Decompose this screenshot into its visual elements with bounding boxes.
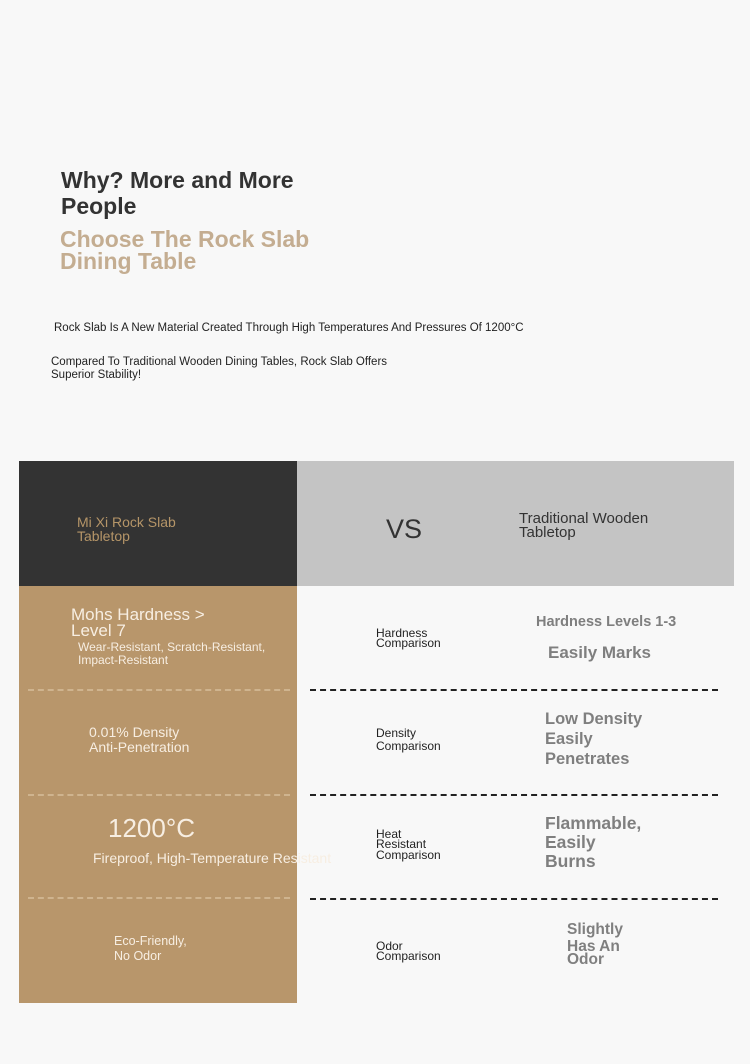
description-2-line-1: Compared To Traditional Wooden Dining Tables, Rock Slab Offers: [51, 356, 388, 368]
row-divider: [310, 794, 718, 796]
rock-density-line-2: Anti-Penetration: [89, 739, 190, 755]
rock-odor-line-2: No Odor: [114, 949, 162, 963]
rock-density-line-1: 0.01% Density: [89, 724, 180, 740]
wood-density-line-2: Easily: [545, 730, 593, 748]
rock-header-line-1: Mi Xi Rock Slab: [77, 514, 176, 530]
density-category-line-1: Density: [376, 726, 417, 740]
wood-heat-line-1: Flammable,: [545, 813, 642, 833]
wood-odor-line-1: Slightly: [567, 921, 623, 938]
description-2-line-2: Superior Stability!: [51, 369, 142, 381]
wood-header-panel: [297, 461, 734, 586]
subheadline-line-2: Dining Table: [60, 248, 197, 274]
wood-odor-line-2: Has An: [567, 938, 620, 955]
heat-category-line-1: Heat: [376, 827, 402, 841]
rock-heat-value: 1200°C: [108, 813, 196, 843]
row-divider: [28, 794, 290, 796]
rock-hardness-sub-line-1: Wear-Resistant, Scratch-Resistant,: [78, 640, 266, 654]
wood-density-line-1: Low Density: [545, 710, 643, 728]
row-divider: [28, 689, 290, 691]
row-divider: [28, 897, 290, 899]
odor-category-line-2: Comparison: [376, 949, 441, 963]
wood-heat-line-2: Easily: [545, 832, 596, 852]
odor-category-line-1: Odor: [376, 939, 403, 953]
wood-header-line-2: Tabletop: [519, 524, 576, 541]
hardness-category-line-2: Comparison: [376, 636, 441, 650]
row-divider: [310, 898, 718, 900]
wood-hardness-line-1: Hardness Levels 1-3: [536, 614, 677, 630]
rock-hardness-title-line-1: Mohs Hardness >: [71, 605, 205, 624]
rock-heat-sub: Fireproof, High-Temperature Resistant: [93, 850, 332, 866]
wood-heat-line-3: Burns: [545, 851, 596, 871]
subheadline-line-1: Choose The Rock Slab: [60, 226, 310, 252]
heat-category-line-2: Resistant: [376, 837, 427, 851]
vs-label: VS: [386, 514, 423, 544]
headline-line-2: People: [61, 193, 137, 219]
wood-hardness-line-2: Easily Marks: [548, 643, 652, 662]
density-category-line-2: Comparison: [376, 739, 441, 753]
description-1: Rock Slab Is A New Material Created Through High Temperatures And Pressures Of 1200°C: [54, 322, 524, 334]
hardness-category-line-1: Hardness: [376, 626, 428, 640]
rock-hardness-sub-line-2: Impact-Resistant: [78, 653, 169, 667]
rock-header-line-2: Tabletop: [77, 528, 130, 544]
wood-header-line-1: Traditional Wooden: [519, 510, 649, 527]
row-divider: [310, 689, 718, 691]
rock-hardness-title-line-2: Level 7: [71, 621, 126, 640]
rock-odor-line-1: Eco-Friendly,: [114, 934, 187, 948]
wood-density-line-3: Penetrates: [545, 750, 630, 768]
headline-line-1: Why? More and More: [61, 167, 294, 193]
wood-odor-line-3: Odor: [567, 951, 605, 968]
heat-category-line-3: Comparison: [376, 848, 441, 862]
